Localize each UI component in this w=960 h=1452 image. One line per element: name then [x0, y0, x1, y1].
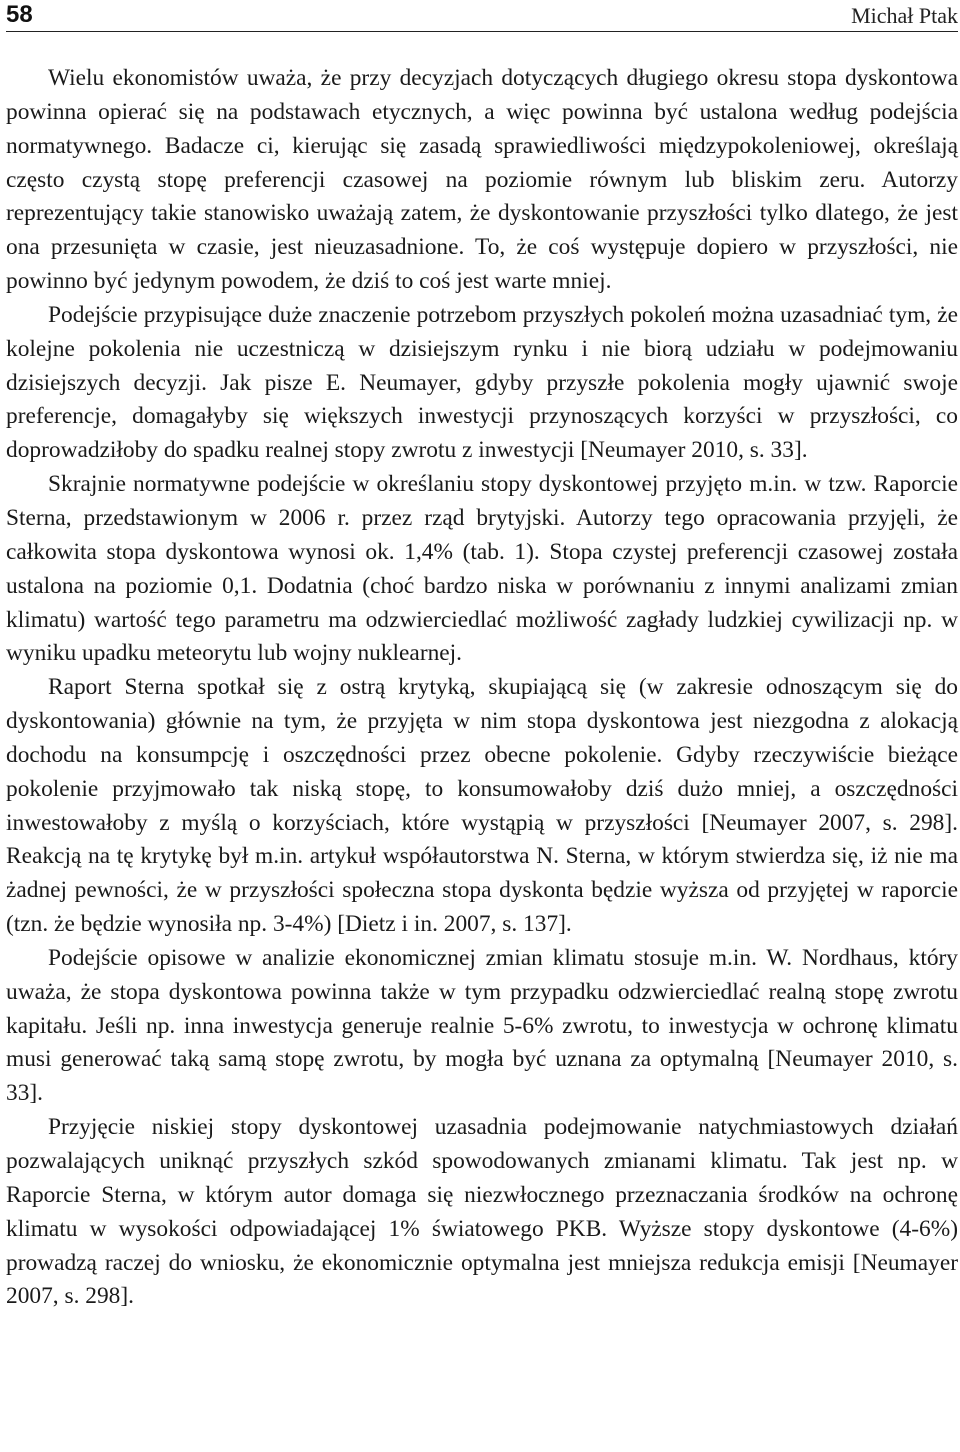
paragraph-5: Podejście opisowe w analizie ekonomicznej zmian klimatu stosuje m.in. W. Nordhaus, który uważa, że stopa dyskontowa powinna także w tym przypadku odzwierciedlać realną stopę zwrotu kapitału. Jeśli np. inna inwestycja generuje realnie 5-6% zwrotu, to inwestycja w ochronę klimatu musi generować taką samą stopę zwrotu, by mogła być uznana za optymalną [Neumayer 2010, s. 33].: [6, 944, 958, 1107]
page-number: 58: [6, 1, 33, 28]
page-header: [6, 0, 958, 32]
paragraph-6: Przyjęcie niskiej stopy dyskontowej uzasadnia podejmowanie natychmiastowych działań pozwalających uniknąć przyszłych szkód spowodowanych zmianami klimatu. Tak jest np. w Raporcie Sterna, w którym autor domaga się niezwłocznego przeznaczania środków na ochronę klimatu w wysokości odpowiadającej 1% światowego PKB. Wyższe stopy dyskontowe (4-6%) prowadzą raczej do wniosku, że ekonomicznie optymalna jest mniejsza redukcja emisji [Neumayer 2007, s. 298].: [6, 1114, 958, 1310]
paragraph-2: Podejście przypisujące duże znaczenie potrzebom przyszłych pokoleń można uzasadniać tym, że kolejne pokolenia nie uczestniczą w dzisiejszym rynku i nie biorą udziału w podejmowaniu dzisiejszych decyzji. Jak pisze E. Neumayer, gdyby przyszłe pokolenia mogły ujawnić swoje preferencje, domagałyby się większych inwestycji przynoszących korzyści w przyszłości, co doprowadziłoby do spadku realnej stopy zwrotu z inwestycji [Neumayer 2010, s. 33].: [6, 301, 958, 464]
body-text: [6, 62, 958, 1314]
running-head-author: Michał Ptak: [851, 3, 958, 28]
paragraph-1: Wielu ekonomistów uważa, że przy decyzjach dotyczących długiego okresu stopa dyskontowa powinna opierać się na podstawach etycznych, a więc powinna być ustalona według podejścia normatywnego. Badacze ci, kierując się zasadą sprawiedliwości międzypokoleniowej, określają często czystą stopę preferencji czasowej na poziomie równym lub bliskim zeru. Autorzy reprezentujący takie stanowisko uważają zatem, że dyskontowanie przyszłości tylko dlatego, że jest ona przesunięta w czasie, jest nieuzasadnione. To, że coś występuje dopiero w przyszłości, nie powinno być jedynym powodem, że dziś to coś jest warte mniej.: [6, 65, 958, 295]
document-page: [6, 0, 958, 1452]
paragraph-4: Raport Sterna spotkał się z ostrą krytyką, skupiającą się (w zakresie odnoszącym się do dyskontowania) głównie na tym, że przyjęta w nim stopa dyskontowa jest niezgodna z alokacją dochodu na konsumpcję i oszczędności przez obecne pokolenie. Gdyby rzeczywiście bieżące pokolenie przyjmowało tak niską stopę, to konsumowałoby dziś dużo mniej, a oszczędności inwestowałoby z myślą o korzyściach, które wystąpią w przyszłości [Neumayer 2007, s. 298]. Reakcją na tę krytykę był m.in. artykuł współautorstwa N. Sterna, w którym stwierdza się, iż nie ma żadnej pewności, że w przyszłości społeczna stopa dyskonta będzie wyższa od przyjętej w raporcie (tzn. że będzie wynosiła np. 3-4%) [Dietz i in. 2007, s. 137].: [6, 674, 958, 938]
paragraph-3: Skrajnie normatywne podejście w określaniu stopy dyskontowej przyjęto m.in. w tzw. Raporcie Sterna, przedstawionym w 2006 r. przez rząd brytyjski. Autorzy tego opracowania przyjęli, że całkowita stopa dyskontowa wynosi ok. 1,4% (tab. 1). Stopa czystej preferencji czasowej została ustalona na poziomie 0,1. Dodatnia (choć bardzo niska w porównaniu z innymi analizami zmian klimatu) wartość tego parametru ma odzwierciedlać możliwość zagłady ludzkiej cywilizacji np. w wyniku upadku meteorytu lub wojny nuklearnej.: [6, 471, 958, 667]
